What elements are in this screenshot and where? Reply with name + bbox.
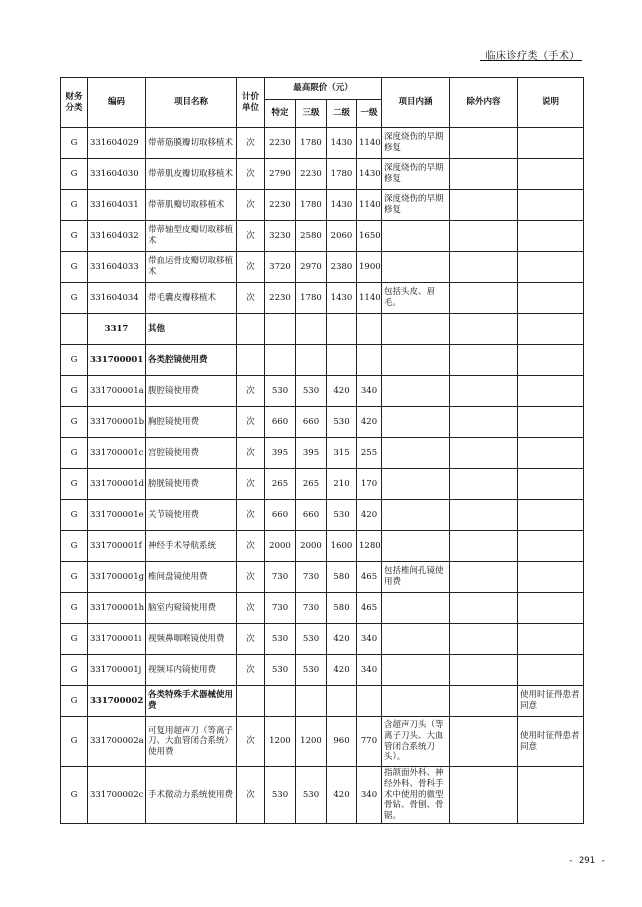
section-header: 临床诊疗类（手术） <box>485 51 580 62</box>
cell-unit: 次 <box>237 624 265 655</box>
cell-price-tier3: 2230 <box>296 159 327 190</box>
cell-item-name: 视频耳内镜使用费 <box>146 655 237 686</box>
cell-category: G <box>61 562 88 593</box>
cell-price-tier2 <box>327 345 357 376</box>
cell-excluded <box>450 252 518 283</box>
header-rule <box>480 60 582 61</box>
cell-excluded <box>450 562 518 593</box>
cell-price-tier2: 420 <box>327 767 357 824</box>
cell-price-tier2: 1430 <box>327 190 357 221</box>
cell-note <box>518 500 584 531</box>
cell-unit: 次 <box>237 531 265 562</box>
cell-excluded <box>450 376 518 407</box>
cell-connotation <box>382 655 450 686</box>
cell-note <box>518 655 584 686</box>
cell-item-name: 膀胱镜使用费 <box>146 469 237 500</box>
header-max-price: 最高限价（元） <box>265 78 382 100</box>
cell-code: 331700001a <box>88 376 146 407</box>
cell-connotation <box>382 314 450 345</box>
cell-item-name: 带蒂筋膜瓣切取移植术 <box>146 128 237 159</box>
cell-excluded <box>450 531 518 562</box>
cell-price-tier3: 1200 <box>296 717 327 767</box>
cell-note: 使用时征得患者同意 <box>518 717 584 767</box>
cell-price-tier2 <box>327 314 357 345</box>
table-row <box>61 717 584 767</box>
cell-connotation <box>382 252 450 283</box>
cell-price-tier1: 1280 <box>357 531 382 562</box>
cell-item-name: 带毛囊皮瓣移植术 <box>146 283 237 314</box>
table-row <box>61 655 584 686</box>
cell-note <box>518 345 584 376</box>
header-name: 项目名称 <box>146 78 237 128</box>
cell-connotation <box>382 531 450 562</box>
cell-price-tier3: 530 <box>296 655 327 686</box>
cell-category: G <box>61 531 88 562</box>
cell-price-tier3: 660 <box>296 407 327 438</box>
cell-price-tier3: 2970 <box>296 252 327 283</box>
cell-excluded <box>450 767 518 824</box>
cell-connotation: 深度烧伤的早期修复 <box>382 190 450 221</box>
cell-note: 使用时征得患者同意 <box>518 686 584 717</box>
cell-price-tier1: 1140 <box>357 128 382 159</box>
cell-connotation <box>382 407 450 438</box>
cell-price-tier2: 960 <box>327 717 357 767</box>
table-row <box>61 624 584 655</box>
cell-category: G <box>61 128 88 159</box>
cell-price-tier2: 1430 <box>327 128 357 159</box>
cell-code: 331604029 <box>88 128 146 159</box>
cell-item-name: 各类腔镜使用费 <box>146 345 237 376</box>
cell-price-special: 530 <box>265 767 296 824</box>
cell-excluded <box>450 686 518 717</box>
cell-item-name: 带蒂轴型皮瓣切取移植术 <box>146 221 237 252</box>
cell-price-tier3: 730 <box>296 593 327 624</box>
cell-price-tier2: 420 <box>327 624 357 655</box>
cell-item-name: 关节镜使用费 <box>146 500 237 531</box>
cell-price-tier3 <box>296 686 327 717</box>
cell-unit <box>237 345 265 376</box>
cell-price-special: 530 <box>265 655 296 686</box>
cell-excluded <box>450 593 518 624</box>
cell-note <box>518 593 584 624</box>
cell-note <box>518 128 584 159</box>
cell-unit: 次 <box>237 717 265 767</box>
cell-code: 331700001j <box>88 655 146 686</box>
cell-price-tier1: 340 <box>357 376 382 407</box>
cell-price-special: 2230 <box>265 190 296 221</box>
table-row <box>61 314 584 345</box>
cell-price-tier3: 2000 <box>296 531 327 562</box>
table-row <box>61 767 584 824</box>
cell-unit: 次 <box>237 283 265 314</box>
cell-connotation <box>382 624 450 655</box>
cell-price-special: 660 <box>265 407 296 438</box>
table-row <box>61 562 584 593</box>
fee-table <box>60 77 584 824</box>
cell-price-tier3: 2580 <box>296 221 327 252</box>
cell-excluded <box>450 283 518 314</box>
cell-price-special <box>265 314 296 345</box>
cell-code: 331604030 <box>88 159 146 190</box>
cell-price-tier3: 395 <box>296 438 327 469</box>
cell-price-tier1: 1140 <box>357 283 382 314</box>
cell-code: 331700001 <box>88 345 146 376</box>
cell-price-special <box>265 686 296 717</box>
cell-unit: 次 <box>237 128 265 159</box>
cell-note <box>518 376 584 407</box>
cell-price-tier2: 315 <box>327 438 357 469</box>
cell-price-special: 265 <box>265 469 296 500</box>
cell-code: 331700002a <box>88 717 146 767</box>
cell-unit: 次 <box>237 407 265 438</box>
table-row <box>61 500 584 531</box>
table-row <box>61 128 584 159</box>
cell-excluded <box>450 438 518 469</box>
cell-price-special: 2000 <box>265 531 296 562</box>
cell-price-tier2: 580 <box>327 593 357 624</box>
cell-price-tier1 <box>357 314 382 345</box>
cell-category: G <box>61 159 88 190</box>
cell-category: G <box>61 655 88 686</box>
cell-price-tier1: 340 <box>357 767 382 824</box>
header-excluded: 除外内容 <box>450 78 518 128</box>
cell-price-special: 730 <box>265 593 296 624</box>
cell-price-tier1: 420 <box>357 407 382 438</box>
cell-unit <box>237 686 265 717</box>
table-row <box>61 252 584 283</box>
table-row <box>61 159 584 190</box>
cell-price-tier2: 2060 <box>327 221 357 252</box>
cell-note <box>518 767 584 824</box>
cell-item-name: 胸腔镜使用费 <box>146 407 237 438</box>
table-row <box>61 221 584 252</box>
cell-price-tier2: 580 <box>327 562 357 593</box>
cell-excluded <box>450 655 518 686</box>
table-body <box>61 128 584 824</box>
cell-connotation: 深度烧伤的早期修复 <box>382 159 450 190</box>
cell-item-name: 宫腔镜使用费 <box>146 438 237 469</box>
cell-unit: 次 <box>237 593 265 624</box>
cell-price-special <box>265 345 296 376</box>
cell-item-name: 腹腔镜使用费 <box>146 376 237 407</box>
cell-unit: 次 <box>237 767 265 824</box>
cell-price-tier2 <box>327 686 357 717</box>
cell-category: G <box>61 345 88 376</box>
cell-price-tier3: 730 <box>296 562 327 593</box>
header-category: 财务分类 <box>61 78 88 128</box>
cell-price-special: 530 <box>265 376 296 407</box>
cell-item-name: 脑室内窥镜使用费 <box>146 593 237 624</box>
cell-excluded <box>450 469 518 500</box>
cell-code: 331700002c <box>88 767 146 824</box>
cell-code: 331700001h <box>88 593 146 624</box>
cell-price-special: 1200 <box>265 717 296 767</box>
cell-price-tier1: 170 <box>357 469 382 500</box>
table-row <box>61 283 584 314</box>
cell-code: 331700001c <box>88 438 146 469</box>
cell-price-tier3: 530 <box>296 767 327 824</box>
cell-excluded <box>450 190 518 221</box>
cell-code: 331700001g <box>88 562 146 593</box>
cell-connotation <box>382 345 450 376</box>
cell-price-tier1: 770 <box>357 717 382 767</box>
cell-price-tier2: 530 <box>327 500 357 531</box>
cell-price-tier3: 1780 <box>296 190 327 221</box>
table-row <box>61 686 584 717</box>
cell-unit: 次 <box>237 190 265 221</box>
cell-category: G <box>61 686 88 717</box>
cell-unit: 次 <box>237 221 265 252</box>
cell-price-tier3: 660 <box>296 500 327 531</box>
cell-item-name: 带蒂肌皮瓣切取移植术 <box>146 159 237 190</box>
table-row <box>61 531 584 562</box>
cell-category: G <box>61 407 88 438</box>
cell-category: G <box>61 283 88 314</box>
cell-price-tier1: 255 <box>357 438 382 469</box>
cell-price-tier1: 1900 <box>357 252 382 283</box>
header-code: 编码 <box>88 78 146 128</box>
cell-category: G <box>61 717 88 767</box>
table-row <box>61 438 584 469</box>
page-number: - 291 - <box>568 856 606 866</box>
cell-excluded <box>450 221 518 252</box>
cell-price-special: 2230 <box>265 128 296 159</box>
cell-unit: 次 <box>237 159 265 190</box>
header-tier-special: 特定 <box>265 100 296 128</box>
cell-item-name: 各类特殊手术器械使用费 <box>146 686 237 717</box>
cell-price-special: 660 <box>265 500 296 531</box>
cell-code: 331604033 <box>88 252 146 283</box>
cell-connotation <box>382 500 450 531</box>
cell-unit: 次 <box>237 562 265 593</box>
cell-note <box>518 159 584 190</box>
table-row <box>61 593 584 624</box>
cell-price-tier2: 420 <box>327 376 357 407</box>
cell-excluded <box>450 128 518 159</box>
cell-category: G <box>61 469 88 500</box>
header-unit: 计价单位 <box>237 78 265 128</box>
cell-price-tier1 <box>357 686 382 717</box>
cell-price-tier1 <box>357 345 382 376</box>
cell-connotation <box>382 686 450 717</box>
cell-code: 331700002 <box>88 686 146 717</box>
cell-price-special: 395 <box>265 438 296 469</box>
cell-price-tier2: 1430 <box>327 283 357 314</box>
cell-note <box>518 407 584 438</box>
cell-price-tier1: 1650 <box>357 221 382 252</box>
cell-unit: 次 <box>237 438 265 469</box>
cell-note <box>518 252 584 283</box>
cell-category: G <box>61 252 88 283</box>
cell-price-tier2: 420 <box>327 655 357 686</box>
cell-price-tier2: 1780 <box>327 159 357 190</box>
cell-excluded <box>450 500 518 531</box>
cell-note <box>518 562 584 593</box>
cell-note <box>518 531 584 562</box>
cell-price-tier1: 1140 <box>357 190 382 221</box>
table-row <box>61 407 584 438</box>
cell-note <box>518 438 584 469</box>
cell-price-tier3: 530 <box>296 376 327 407</box>
table-row <box>61 376 584 407</box>
cell-excluded <box>450 624 518 655</box>
cell-unit: 次 <box>237 500 265 531</box>
cell-price-tier2: 1600 <box>327 531 357 562</box>
cell-category: G <box>61 190 88 221</box>
cell-price-tier1: 340 <box>357 655 382 686</box>
cell-code: 331604032 <box>88 221 146 252</box>
header-tier-1: 一级 <box>357 100 382 128</box>
cell-excluded <box>450 159 518 190</box>
header-tier-2: 二级 <box>327 100 357 128</box>
header-note: 说明 <box>518 78 584 128</box>
cell-price-tier1: 420 <box>357 500 382 531</box>
cell-price-tier1: 465 <box>357 562 382 593</box>
cell-price-special: 530 <box>265 624 296 655</box>
cell-connotation <box>382 469 450 500</box>
cell-price-tier3: 1780 <box>296 283 327 314</box>
cell-connotation: 包括头皮、眉毛。 <box>382 283 450 314</box>
cell-note <box>518 283 584 314</box>
cell-excluded <box>450 345 518 376</box>
cell-price-tier1: 465 <box>357 593 382 624</box>
cell-item-name: 带蒂肌瓣切取移植术 <box>146 190 237 221</box>
cell-price-tier1: 1430 <box>357 159 382 190</box>
cell-connotation <box>382 438 450 469</box>
cell-connotation <box>382 221 450 252</box>
cell-connotation <box>382 593 450 624</box>
cell-code: 331700001f <box>88 531 146 562</box>
cell-price-tier3: 1780 <box>296 128 327 159</box>
cell-category: G <box>61 500 88 531</box>
cell-item-name: 带血运骨皮瓣切取移植术 <box>146 252 237 283</box>
cell-connotation <box>382 376 450 407</box>
cell-code: 331700001e <box>88 500 146 531</box>
cell-excluded <box>450 407 518 438</box>
cell-excluded <box>450 717 518 767</box>
cell-code: 331604034 <box>88 283 146 314</box>
cell-price-tier3: 265 <box>296 469 327 500</box>
cell-note <box>518 624 584 655</box>
cell-code: 331604031 <box>88 190 146 221</box>
cell-price-tier3 <box>296 345 327 376</box>
cell-note <box>518 314 584 345</box>
cell-unit: 次 <box>237 469 265 500</box>
cell-price-tier2: 210 <box>327 469 357 500</box>
cell-price-special: 730 <box>265 562 296 593</box>
cell-price-tier2: 530 <box>327 407 357 438</box>
cell-price-tier3: 530 <box>296 624 327 655</box>
cell-connotation: 含超声刀头（等离子刀头、大血管闭合系统刀头）。 <box>382 717 450 767</box>
cell-category <box>61 314 88 345</box>
table-row <box>61 345 584 376</box>
cell-price-special: 2790 <box>265 159 296 190</box>
cell-category: G <box>61 438 88 469</box>
cell-unit: 次 <box>237 252 265 283</box>
table-row <box>61 190 584 221</box>
cell-price-tier2: 2380 <box>327 252 357 283</box>
cell-category: G <box>61 221 88 252</box>
cell-category: G <box>61 624 88 655</box>
cell-code: 331700001d <box>88 469 146 500</box>
cell-item-name: 其他 <box>146 314 237 345</box>
cell-price-tier3 <box>296 314 327 345</box>
cell-category: G <box>61 767 88 824</box>
header-connotation: 项目内涵 <box>382 78 450 128</box>
cell-price-special: 2230 <box>265 283 296 314</box>
cell-connotation: 深度烧伤的早期修复 <box>382 128 450 159</box>
cell-note <box>518 221 584 252</box>
cell-note <box>518 190 584 221</box>
cell-price-tier1: 340 <box>357 624 382 655</box>
cell-unit <box>237 314 265 345</box>
cell-category: G <box>61 593 88 624</box>
cell-code: 331700001i <box>88 624 146 655</box>
cell-item-name: 视频鼻咽喉镜使用费 <box>146 624 237 655</box>
cell-unit: 次 <box>237 376 265 407</box>
cell-item-name: 手术微动力系统使用费 <box>146 767 237 824</box>
header-tier-3: 三级 <box>296 100 327 128</box>
cell-price-special: 3720 <box>265 252 296 283</box>
cell-unit: 次 <box>237 655 265 686</box>
cell-item-name: 椎间盘镜使用费 <box>146 562 237 593</box>
table-row <box>61 469 584 500</box>
cell-item-name: 神经手术导航系统 <box>146 531 237 562</box>
cell-note <box>518 469 584 500</box>
cell-excluded <box>450 314 518 345</box>
cell-connotation: 指颌面外科、神经外科、骨科手术中使用的微型骨钻、骨刨、骨锯。 <box>382 767 450 824</box>
cell-price-special: 3230 <box>265 221 296 252</box>
cell-code: 3317 <box>88 314 146 345</box>
cell-category: G <box>61 376 88 407</box>
cell-item-name: 可复用超声刀（等离子刀、大血管闭合系统）使用费 <box>146 717 237 767</box>
cell-connotation: 包括椎间孔镜使用费 <box>382 562 450 593</box>
cell-code: 331700001b <box>88 407 146 438</box>
